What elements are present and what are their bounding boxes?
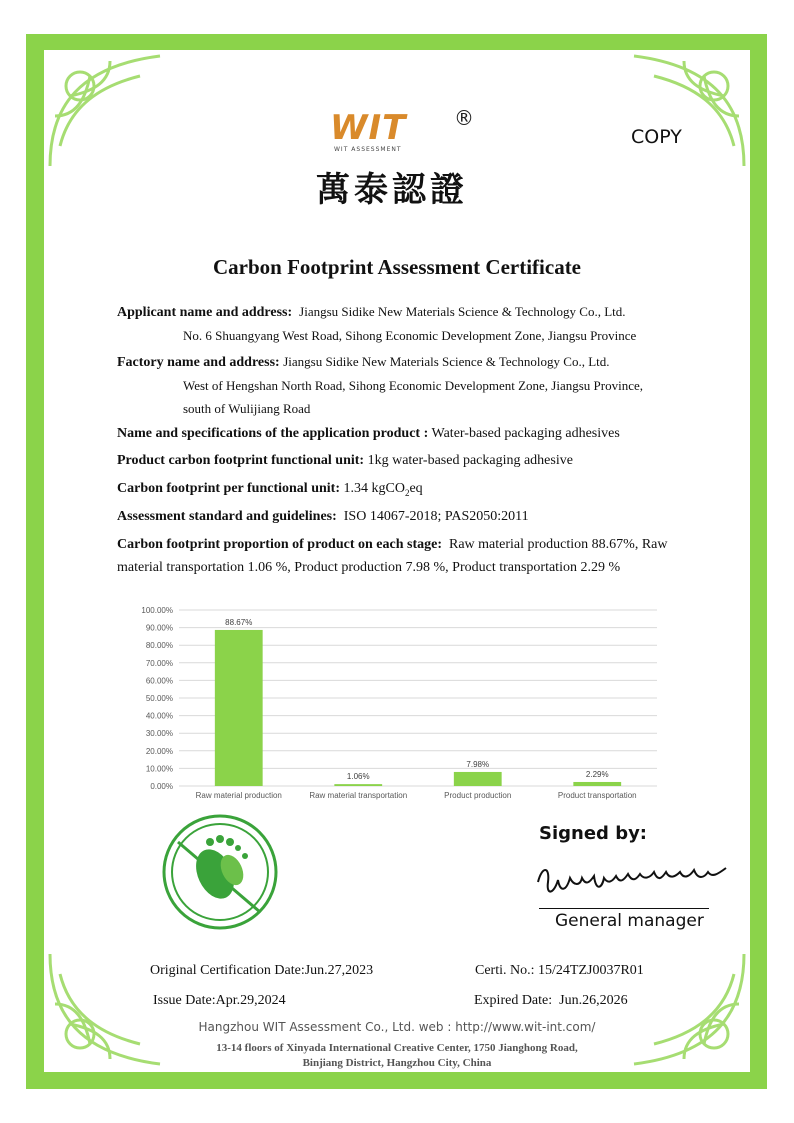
applicant-row — [117, 304, 626, 321]
signed-by-label: Signed by: — [539, 823, 648, 844]
corner-ornament-top-left — [40, 46, 170, 176]
signature-line — [539, 908, 709, 909]
proportion-value: Raw material production 88.67%, Raw material transportation 1.06 %, Product production 7.98 %, Product transportation 2.29 % — [117, 537, 668, 575]
chart-y-tick-label: 40.00% — [145, 711, 173, 721]
logo-wordmark: WIT — [330, 108, 407, 148]
chart-data-label: 88.67% — [225, 617, 253, 627]
logo-chinese-name: 萬泰認證 — [316, 170, 468, 210]
product-value: Water-based packaging adhesives — [431, 426, 620, 441]
applicant-address: No. 6 Shuangyang West Road, Sihong Economic Development Zone, Jiangsu Province — [183, 328, 637, 343]
functional-unit-label: Product carbon footprint functional unit: — [117, 453, 365, 468]
chart-y-tick-label: 50.00% — [145, 694, 173, 703]
chart-svg — [117, 600, 677, 810]
functional-unit-row — [117, 453, 573, 469]
handwritten-signature — [532, 852, 732, 906]
chart-y-tick-label: 30.00% — [145, 729, 173, 739]
factory-address-line2: south of Wulijiang Road — [183, 401, 311, 416]
chart-y-tick-label: 0.00% — [150, 782, 173, 791]
factory-address-line1: West of Hengshan North Road, Sihong Economic Development Zone, Jiangsu Province, — [183, 378, 644, 393]
applicant-name: Jiangsu Sidike New Materials Science & Technology Co., Ltd. — [299, 304, 626, 319]
proportion-label: Carbon footprint proportion of product on each stage: — [117, 537, 442, 552]
chart-y-tick-label: 80.00% — [145, 641, 173, 651]
chart-y-tick-label: 70.00% — [145, 658, 173, 668]
standard-value: ISO 14067-2018; PAS2050:2011 — [343, 509, 529, 524]
per-unit-label: Carbon footprint per functional unit: — [117, 481, 340, 496]
signer-role: General manager — [555, 911, 704, 931]
chart-y-tick-label: 100.00% — [141, 606, 173, 615]
applicant-label: Applicant name and address: — [117, 305, 293, 320]
wit-logo — [316, 106, 490, 210]
standard-row — [117, 509, 529, 525]
original-certification-date: Original Certification Date:Jun.27,2023 — [150, 963, 374, 978]
chart-category-label: Raw material transportation — [309, 791, 408, 800]
chart-bar — [334, 784, 382, 786]
per-unit-row — [117, 481, 423, 498]
wit-footprint-stamp — [160, 812, 280, 932]
standard-label: Assessment standard and guidelines: — [117, 509, 337, 524]
corner-ornament-top-right — [624, 46, 754, 176]
logo-subtitle: WIT ASSESSMENT — [334, 146, 402, 153]
product-label: Name and specifications of the application product : — [117, 426, 429, 441]
chart-y-tick-label: 20.00% — [145, 746, 173, 756]
factory-row — [117, 354, 610, 371]
chart-y-tick-label: 90.00% — [145, 623, 173, 633]
footer-company: Hangzhou WIT Assessment Co., Ltd. web : http://www.wit-int.com/ — [198, 1020, 596, 1034]
chart-category-label: Raw material production — [195, 791, 282, 800]
per-unit-value: 1.34 kgCO$_2$eq — [343, 481, 423, 498]
proportion-paragraph — [117, 533, 677, 579]
product-row — [117, 426, 620, 442]
factory-name: Jiangsu Sidike New Materials Science & Technology Co., Ltd. — [283, 354, 610, 369]
copy-mark: COPY — [631, 126, 682, 148]
footer-address — [0, 1041, 794, 1071]
chart-y-tick-label: 10.00% — [145, 764, 173, 774]
issue-date: Issue Date:Apr.29,2024 — [153, 993, 286, 1008]
chart-category-label: Product transportation — [557, 791, 637, 800]
chart-bar — [573, 782, 621, 786]
chart-data-label: 1.06% — [346, 772, 370, 782]
chart-bar — [215, 630, 263, 786]
expired-date: Expired Date: Jun.26,2026 — [474, 993, 628, 1008]
chart-bar — [454, 772, 502, 786]
footer-address-line2: Binjiang District, Hangzhou City, China — [302, 1057, 492, 1069]
certificate-number: Certi. No.: 15/24TZJ0037R01 — [475, 963, 644, 978]
chart-category-label: Product production — [444, 791, 512, 800]
footer-address-line1: 13-14 floors of Xinyada International Creative Center, 1750 Jianghong Road, — [216, 1042, 578, 1054]
registered-mark: ® — [454, 106, 474, 130]
page-title: Carbon Footprint Assessment Certificate — [212, 255, 582, 279]
chart-data-label: 2.29% — [585, 769, 609, 779]
functional-unit-value: 1kg water-based packaging adhesive — [367, 453, 573, 468]
chart-data-label: 7.98% — [466, 759, 490, 769]
factory-label: Factory name and address: — [117, 355, 280, 370]
chart-y-tick-label: 60.00% — [145, 676, 173, 686]
stage-proportion-chart — [117, 600, 677, 810]
